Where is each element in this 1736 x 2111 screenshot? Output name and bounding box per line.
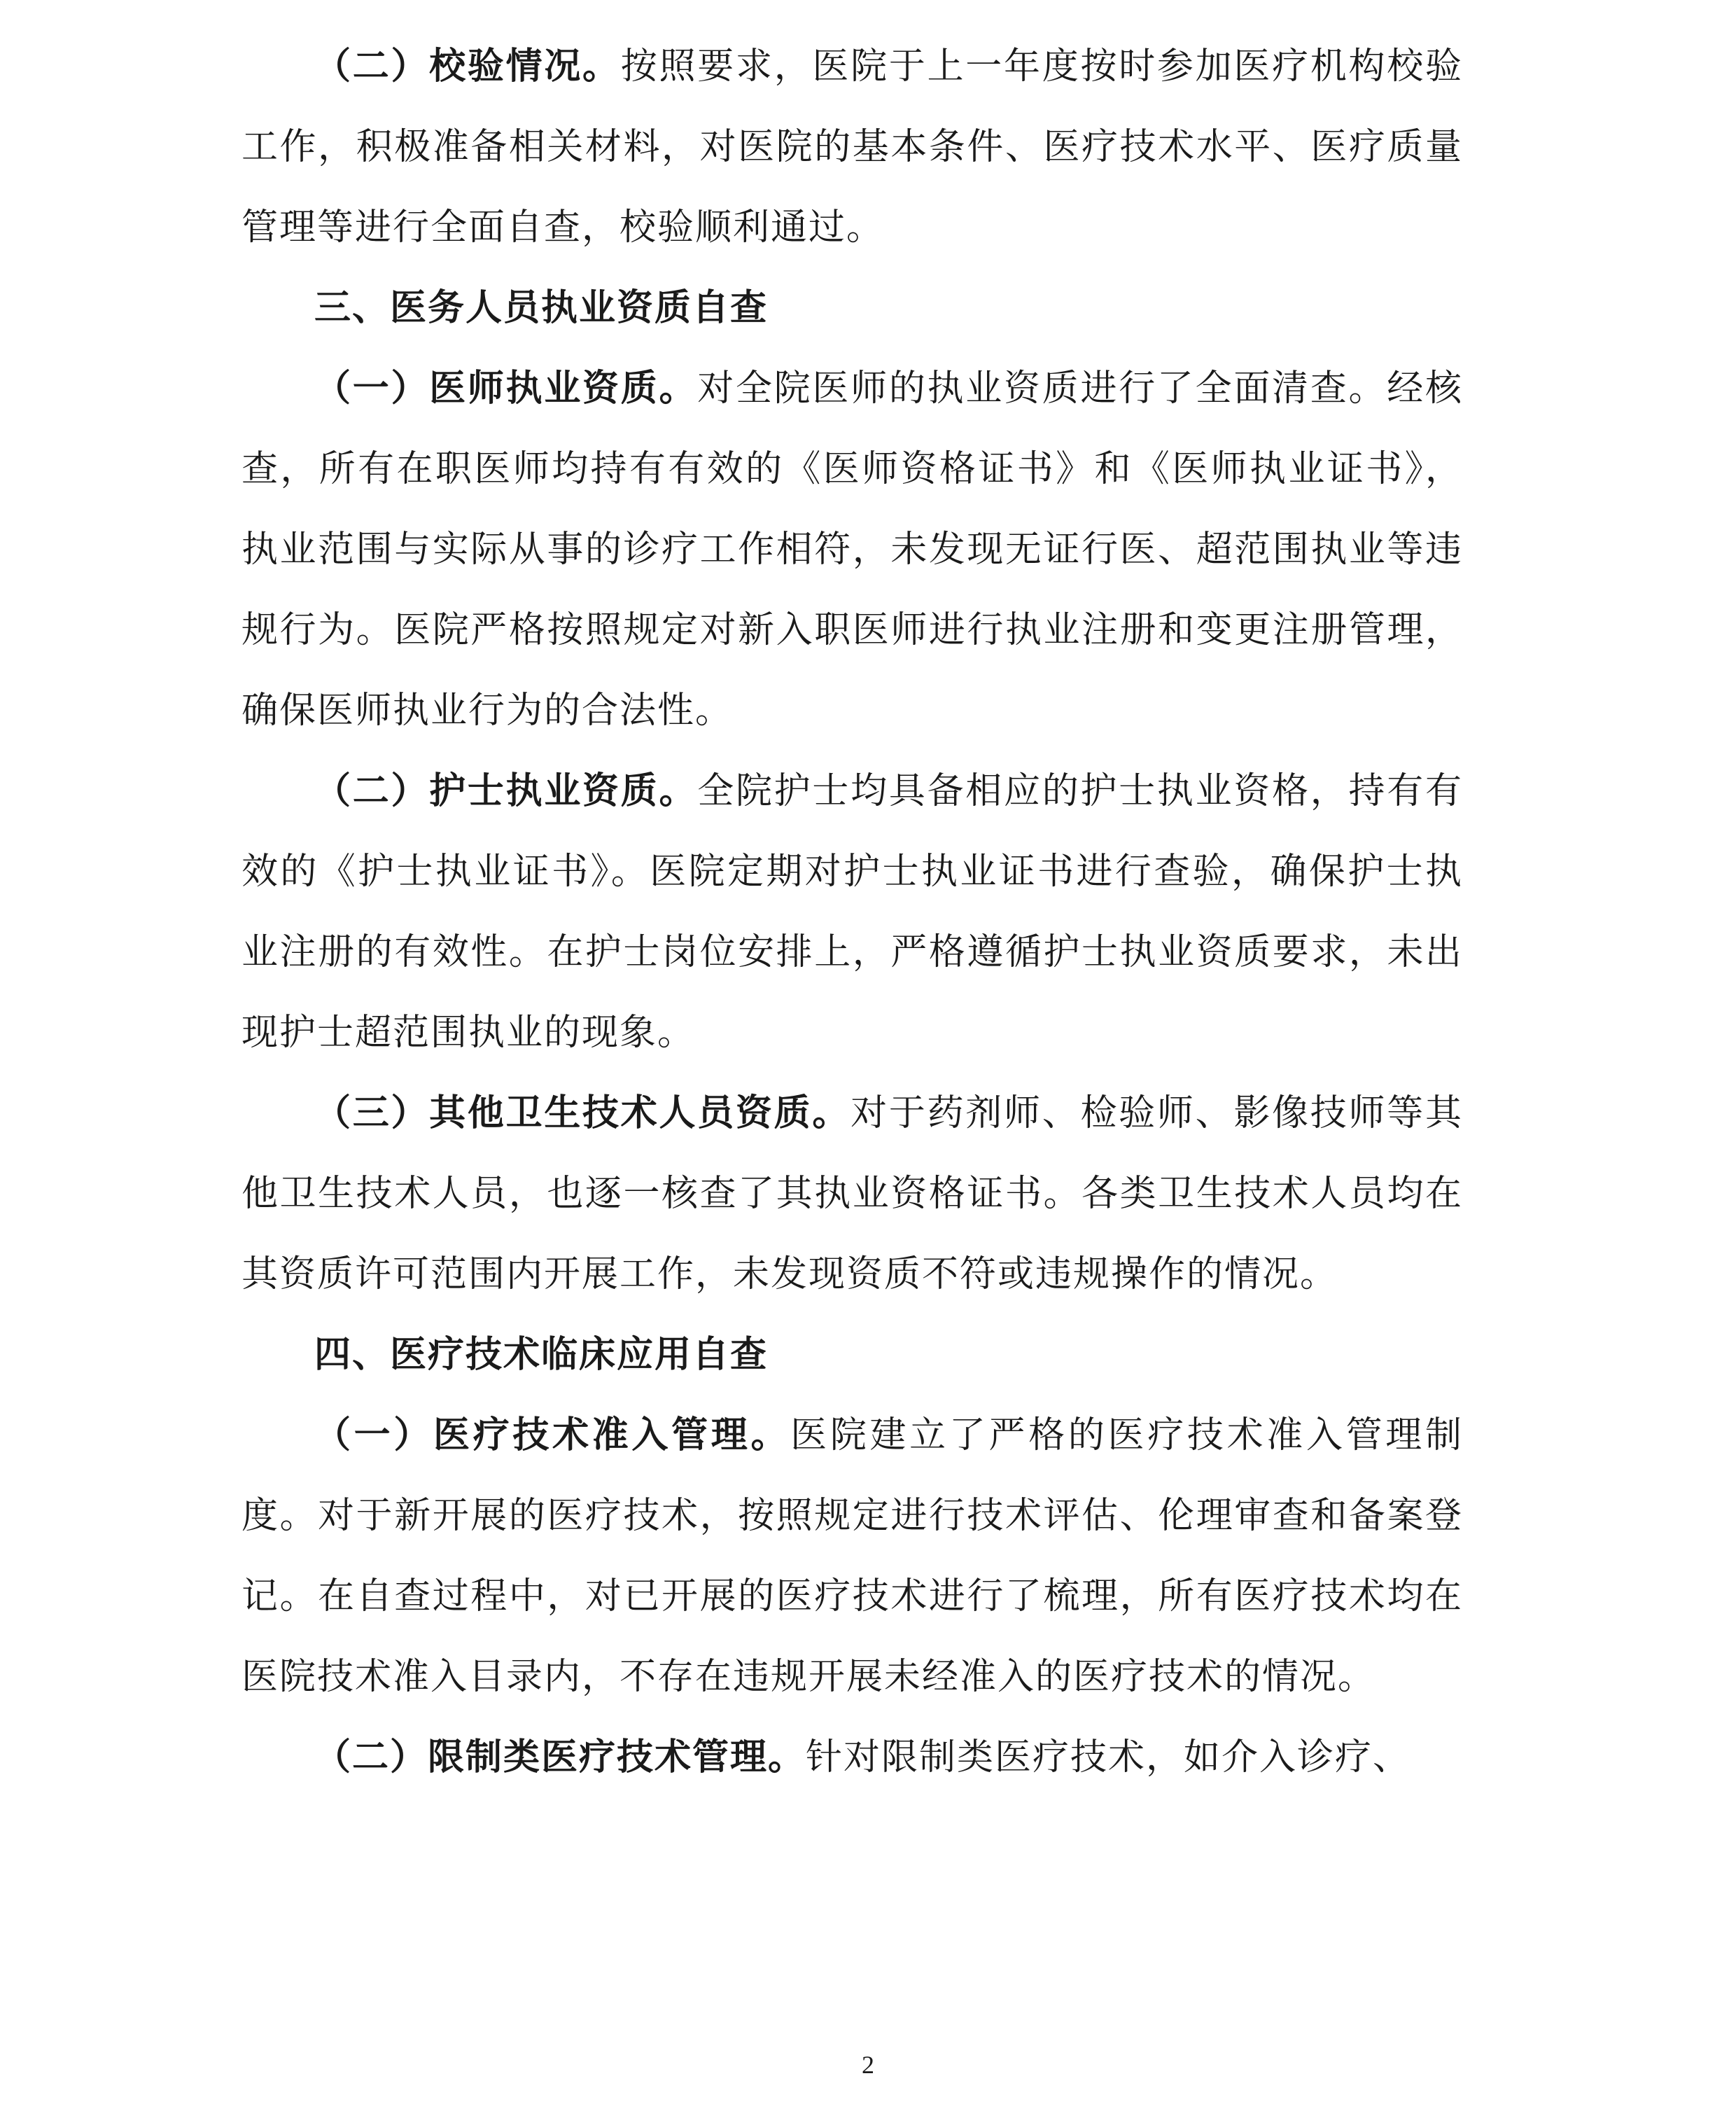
paragraph-other-technician-qualification bbox=[241, 1073, 1463, 1315]
paragraph-text: 医院建立了严格的医疗技术准入管理制度。对于新开展的医疗技术，按照规定进行技术评估、伦理审查和备案登记。在自查过程中，对已开展的医疗技术进行了梳理，所有医疗技术均在医院技术准入目录内，不存在违规开展未经准入的医疗技术的情况。 bbox=[241, 1414, 1463, 1698]
section-heading-staff-qualification: 三、医务人员执业资质自查 bbox=[314, 287, 769, 329]
paragraph-physician-qualification bbox=[241, 349, 1463, 751]
paragraph-lead: （一）医师执业资质。 bbox=[314, 368, 698, 410]
page-number: 2 bbox=[862, 2051, 874, 2079]
paragraph-lead: （二）限制类医疗技术管理。 bbox=[314, 1736, 806, 1778]
paragraph-lead: （二）护士执业资质。 bbox=[314, 770, 698, 812]
paragraph-lead: （一）医疗技术准入管理。 bbox=[314, 1414, 791, 1456]
paragraph-text: 对于药剂师、检验师、影像技师等其他卫生技术人员，也逐一核查了其执业资格证书。各类卫生技术人员均在其资质许可范围内开展工作，未发现资质不符或违规操作的情况。 bbox=[241, 1092, 1463, 1295]
paragraph-text: 全院护士均具备相应的护士执业资格，持有有效的《护士执业证书》。医院定期对护士执业证书进行查验，确保护士执业注册的有效性。在护士岗位安排上，严格遵循护士执业资质要求，未出现护士超范围执业的现象。 bbox=[241, 770, 1463, 1054]
paragraph-lead: （三）其他卫生技术人员资质。 bbox=[314, 1092, 851, 1134]
paragraph-text: 对全院医师的执业资质进行了全面清查。经核查，所有在职医师均持有有效的《医师资格证书》和《医师执业证书》，执业范围与实际从事的诊疗工作相符，未发现无证行医、超范围执业等违规行为。医院严格按照规定对新入职医师进行执业注册和变更注册管理，确保医师执业行为的合法性。 bbox=[241, 368, 1463, 732]
paragraph-text: 按照要求，医院于上一年度按时参加医疗机构校验工作，积极准备相关材料，对医院的基本条件、医疗技术水平、医疗质量管理等进行全面自查，校验顺利通过。 bbox=[241, 46, 1463, 249]
paragraph-text: 针对限制类医疗技术，如介入诊疗、 bbox=[806, 1736, 1411, 1778]
document-body bbox=[241, 27, 1463, 1798]
section-heading-clinical-technology: 四、医疗技术临床应用自查 bbox=[314, 1334, 769, 1376]
paragraph-technology-admission bbox=[241, 1395, 1463, 1718]
paragraph-lead: （二）校验情况。 bbox=[314, 46, 621, 88]
paragraph-verification-status bbox=[241, 27, 1463, 268]
paragraph-restricted-technology bbox=[241, 1718, 1463, 1798]
paragraph-nurse-qualification bbox=[241, 751, 1463, 1073]
